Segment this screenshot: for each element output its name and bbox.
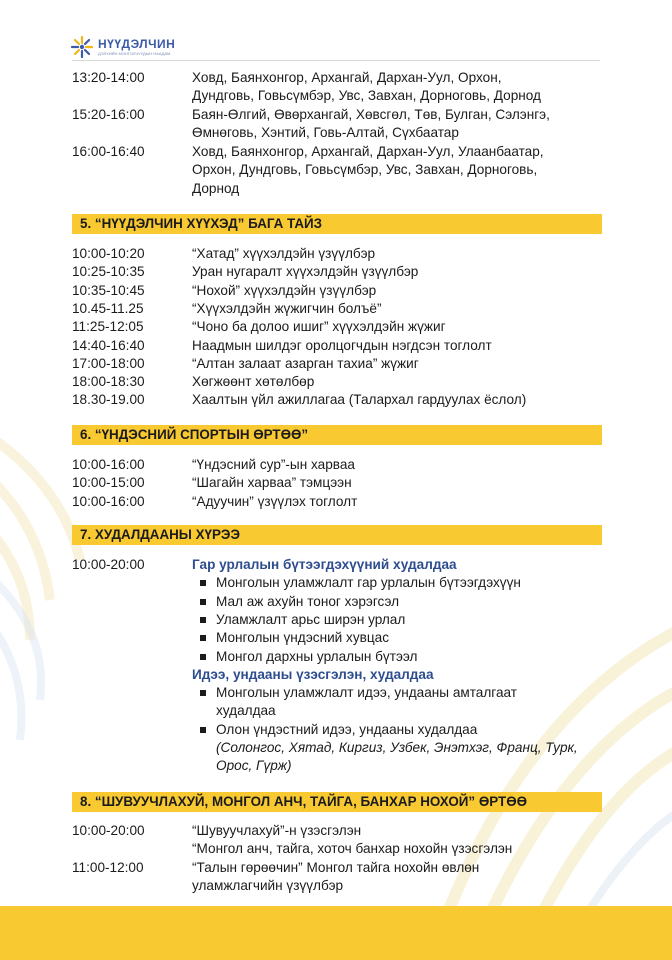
- country-note: [216, 739, 602, 776]
- schedule-time: 16:00-16:40: [72, 144, 145, 159]
- list-item-line: худалдаа: [216, 703, 276, 719]
- schedule-time: 18.30-19.00: [72, 392, 145, 408]
- section-6-heading: 6. “ҮНДЭСНИЙ СПОРТЫН ӨРТӨӨ”: [72, 425, 602, 445]
- list-item: Уламжлалт арьс ширэн урлал: [216, 611, 602, 629]
- schedule-time: 10:00-20:00: [72, 823, 145, 838]
- note-line: Орос, Гүрж): [216, 758, 292, 774]
- description-line: “Талын гөрөөчин” Монгол тайга нохойн өвлөн: [192, 859, 480, 875]
- schedule-time: 10:25-10:35: [72, 264, 145, 280]
- subsection-title: Гар урлалын бүтээгдэхүүний худалдаа: [192, 557, 457, 572]
- list-item-line: Монголын уламжлалт идээ, ундааны амталгаат: [216, 685, 518, 701]
- description-line: Дундговь, Говьсүмбэр, Увс, Завхан, Дорноговь, Дорнод: [192, 88, 541, 104]
- schedule-description: [192, 106, 602, 143]
- description-line: Орхон, Дундговь, Говьсүмбэр, Увс, Завхан, Дорноговь,: [192, 162, 538, 178]
- schedule-description: “Адуучин” үзүүлэх тоглолт: [192, 493, 358, 509]
- schedule-time: 10:00-16:00: [72, 457, 145, 472]
- schedule-time: 14:40-16:40: [72, 337, 145, 353]
- description-line: Дорнод: [192, 180, 240, 196]
- schedule-description: Хаалтын үйл ажиллагаа (Талархал гардуулах ёслол): [192, 392, 527, 408]
- schedule-description: “Шагайн харваа” тэмцээн: [192, 475, 352, 491]
- brand-name: НҮҮДЭЛЧИН: [98, 37, 176, 51]
- footer-band: [0, 906, 672, 960]
- page-header: [70, 34, 175, 60]
- schedule-time: 17:00-18:00: [72, 355, 145, 371]
- description-line: уламжлагчийн үзүүлбэр: [192, 877, 344, 893]
- schedule-time: 15:20-16:00: [72, 107, 145, 122]
- schedule-description: “Нохой” хүүхэлдэйн үзүүлбэр: [192, 282, 377, 298]
- schedule-description: “Хатад” хүүхэлдэйн үзүүлбэр: [192, 246, 376, 261]
- schedule-description: Хөгжөөнт хөтөлбөр: [192, 374, 315, 390]
- header-divider: [72, 60, 600, 61]
- schedule-description: [192, 69, 602, 106]
- list-item: [216, 684, 602, 721]
- brand-tagline: ДЭЛХИЙН МОНГОЛЧУУДЫН НААДАМ: [98, 51, 171, 56]
- list-item: Монгол дархны урлалын бүтээл: [216, 648, 602, 666]
- schedule-time: 11:25-12:05: [72, 319, 144, 335]
- schedule-description: “Хүүхэлдэйн жүжигчин болъё”: [192, 300, 382, 316]
- description-line: “Монгол анч, тайга, хоточ банхар нохойн үзэсгэлэн: [192, 841, 513, 857]
- schedule-time: 10:00-15:00: [72, 475, 145, 491]
- schedule-description: Наадмын шилдэг оролцогчдын нэгдсэн тоглолт: [192, 337, 492, 353]
- schedule-time: 10:00-20:00: [72, 557, 145, 572]
- schedule-description: Уран нугаралт хүүхэлдэйн үзүүлбэр: [192, 264, 419, 280]
- section-7-heading: 7. ХУДАЛДААНЫ ХҮРЭЭ: [72, 525, 602, 545]
- schedule-time: 18:00-18:30: [72, 374, 145, 390]
- schedule-description: “Алтан залаат азарган тахиа” жүжиг: [192, 355, 419, 371]
- list-item: Олон үндэстний идээ, ундааны худалдаа: [216, 721, 602, 739]
- note-line: (Солонгос, Хятад, Киргиз, Узбек, Энэтхэг, Франц, Турк,: [216, 740, 578, 755]
- description-line: Ховд, Баянхонгор, Архангай, Дархан-Уул, Орхон,: [192, 70, 502, 85]
- description-line: “Шувуучлахуй”-н үзэсгэлэн: [192, 823, 362, 838]
- schedule-description: “Чоно ба долоо ишиг” хүүхэлдэйн жүжиг: [192, 319, 446, 335]
- description-line: Өмнөговь, Хэнтий, Говь-Алтай, Сүхбаатар: [192, 125, 459, 141]
- schedule-time: 10:00-16:00: [72, 493, 145, 509]
- schedule-time: 10:00-10:20: [72, 246, 145, 261]
- subsection-title: Идээ, ундааны үзэсгэлэн, худалдаа: [192, 666, 434, 682]
- schedule-description: [192, 822, 602, 859]
- section-8-heading: 8. “ШУВУУЧЛАХУЙ, МОНГОЛ АНЧ, ТАЙГА, БАНХАР НОХОЙ” ӨРТӨӨ: [72, 792, 602, 812]
- section-5-heading: 5. “НҮҮДЭЛЧИН ХҮҮХЭД” БАГА ТАЙЗ: [72, 214, 602, 234]
- schedule-description: [192, 859, 602, 896]
- list-item: Монголын уламжлалт гар урлалын бүтээгдэхүүн: [216, 574, 602, 592]
- schedule-description: [192, 143, 602, 198]
- schedule-time: 10.45-11.25: [72, 300, 144, 316]
- schedule-time: 13:20-14:00: [72, 70, 145, 85]
- list-item: Монголын үндэсний хувцас: [216, 629, 602, 647]
- schedule-time: 11:00-12:00: [72, 859, 144, 875]
- description-line: Баян-Өлгий, Өвөрхангай, Хөвсгөл, Төв, Булган, Сэлэнгэ,: [192, 107, 550, 122]
- brand-logo-icon: [70, 35, 94, 59]
- schedule-time: 10:35-10:45: [72, 282, 145, 298]
- list-item: Мал аж ахуйн тоног хэрэгсэл: [216, 593, 602, 611]
- schedule-description: “Үндэсний сур”-ын харваа: [192, 457, 355, 472]
- description-line: Ховд, Баянхонгор, Архангай, Дархан-Уул, Улаанбаатар,: [192, 144, 544, 159]
